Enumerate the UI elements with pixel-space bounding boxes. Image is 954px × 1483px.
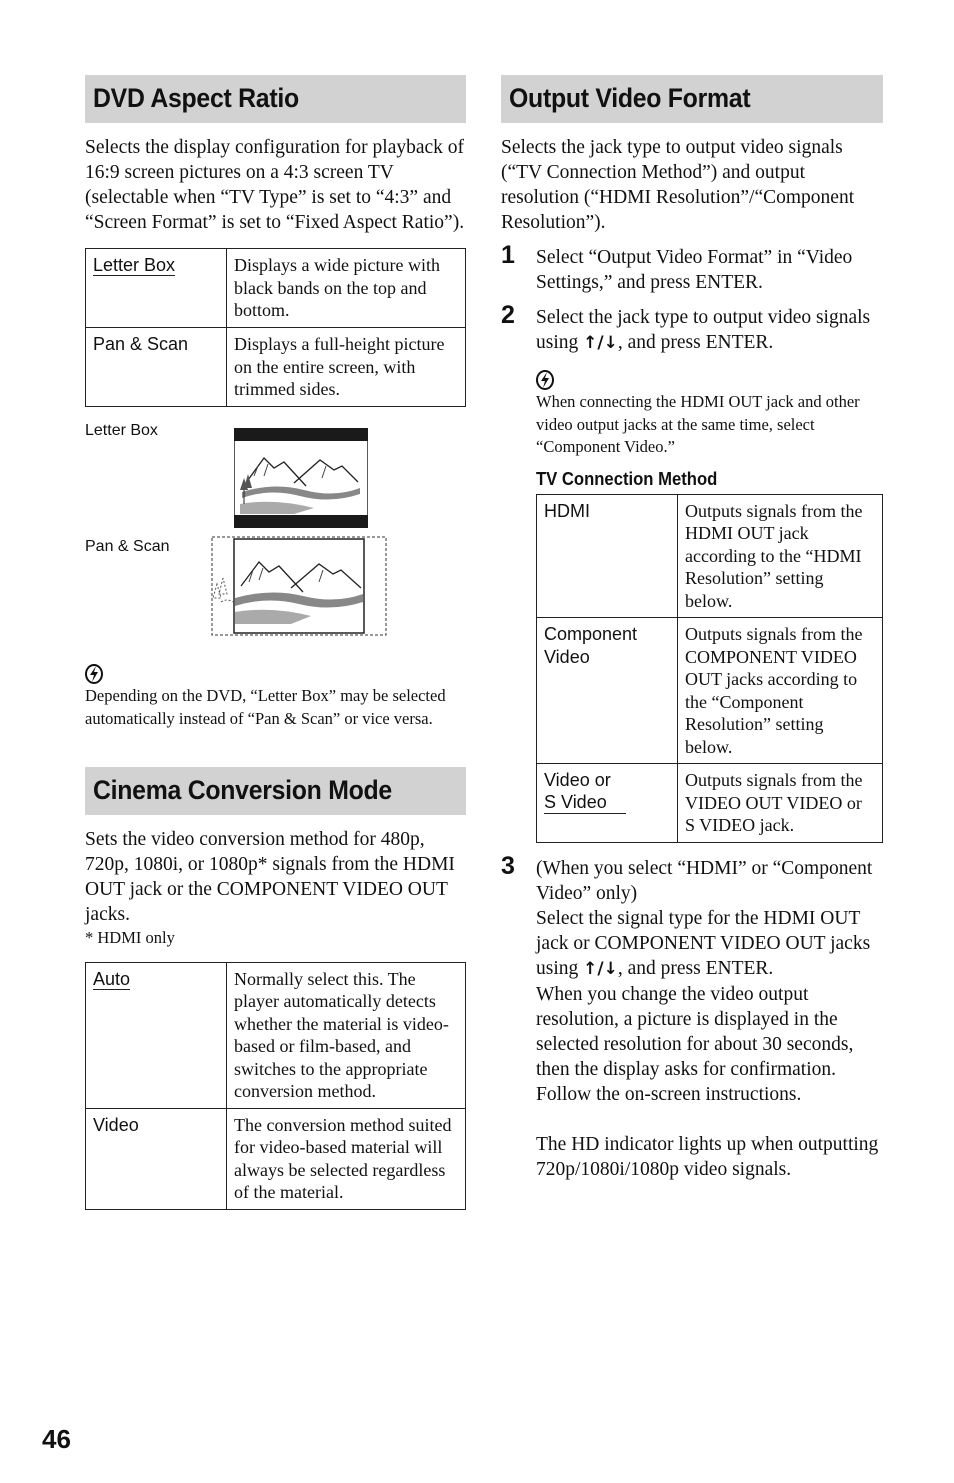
cinema-conversion-mode-heading: Cinema Conversion Mode bbox=[85, 767, 466, 815]
table-row bbox=[537, 494, 883, 618]
step-number: 2 bbox=[501, 301, 515, 329]
cinema-conversion-options-table bbox=[85, 962, 466, 1210]
dvd-aspect-ratio-options-table bbox=[85, 248, 466, 407]
option-description: The conversion method suited for video-based material will always be selected regardless of the material. bbox=[227, 1108, 466, 1209]
option-description: Outputs signals from the HDMI OUT jack according to the “HDMI Resolution” setting below. bbox=[678, 494, 883, 618]
step-number: 3 bbox=[501, 851, 515, 880]
option-description: Normally select this. The player automatically detects whether the material is video-based or film-based, and switches to the appropriate conversion method. bbox=[227, 962, 466, 1108]
option-description: Outputs signals from the COMPONENT VIDEO OUT jacks according to the “Component Resolution” setting below. bbox=[678, 618, 883, 764]
table-row bbox=[537, 764, 883, 843]
hint-icon bbox=[85, 664, 103, 684]
output-video-format-heading: Output Video Format bbox=[501, 75, 883, 123]
step-condition: (When you select “HDMI” or “Component Video” only) bbox=[536, 857, 873, 904]
option-description: Displays a wide picture with black bands on the top and bottom. bbox=[227, 249, 466, 328]
option-description: Outputs signals from the VIDEO OUT VIDEO or S VIDEO jack. bbox=[678, 764, 883, 843]
dvd-aspect-ratio-heading: DVD Aspect Ratio bbox=[85, 75, 466, 123]
step-text: , and press ENTER. bbox=[617, 957, 774, 979]
hint-text: When connecting the HDMI OUT jack and other video output jacks at the same time, select “Component Video.” bbox=[536, 392, 860, 456]
cinema-conversion-intro: Sets the video conversion method for 480p, 720p, 1080i, or 1080p* signals from the HDMI OUT jack or the COMPONENT VIDEO OUT jacks. bbox=[85, 829, 455, 925]
step-2 bbox=[501, 301, 883, 356]
option-name: HDMI bbox=[544, 500, 590, 521]
right-column bbox=[501, 75, 883, 1182]
step-text: Select the signal type for the HDMI OUT jack or COMPONENT VIDEO OUT jacks using bbox=[536, 907, 871, 979]
illustration-label: Letter Box bbox=[85, 422, 158, 439]
option-name: Component bbox=[544, 624, 638, 644]
tv-connection-method-heading: TV Connection Method bbox=[536, 467, 718, 489]
output-hint bbox=[501, 370, 883, 843]
hint-icon bbox=[536, 370, 554, 390]
option-name: Video bbox=[86, 1108, 227, 1209]
illustration-label: Pan & Scan bbox=[85, 538, 170, 555]
page-number: 46 bbox=[42, 1424, 71, 1454]
output-video-format-intro: Selects the jack type to output video signals (“TV Connection Method”) and output resolution (“HDMI Resolution”/“Component Resolution”). bbox=[501, 137, 855, 233]
table-row bbox=[86, 1108, 466, 1209]
table-row bbox=[537, 618, 883, 764]
step-number: 1 bbox=[501, 241, 515, 269]
cinema-conversion-footnote: * HDMI only bbox=[85, 928, 175, 947]
option-name: Pan & Scan bbox=[86, 328, 227, 407]
step-text: Select the jack type to output video signals using bbox=[536, 307, 871, 353]
step-1 bbox=[501, 241, 883, 295]
dvd-aspect-ratio-intro: Selects the display configuration for playback of 16:9 screen pictures on a 4:3 screen TV (selectable when “TV Type” is set to “4:3” and “Screen Format” is set to “Fixed Aspect Ratio”). bbox=[85, 137, 465, 233]
table-row bbox=[86, 249, 466, 328]
option-name: Letter Box bbox=[93, 255, 176, 275]
table-row bbox=[86, 962, 466, 1108]
tv-connection-options-table bbox=[536, 494, 883, 843]
step-text: The HD indicator lights up when outputting 720p/1080i/1080p video signals. bbox=[536, 1133, 879, 1180]
step-3 bbox=[501, 851, 883, 1182]
option-name: Video bbox=[544, 647, 590, 667]
option-description: Displays a full-height picture on the entire screen, with trimmed sides. bbox=[227, 328, 466, 407]
step-text: Select “Output Video Format” in “Video Settings,” and press ENTER. bbox=[536, 247, 853, 293]
up-down-arrows-icon: ↑/↓ bbox=[583, 958, 618, 979]
option-name: Video or S Video bbox=[544, 769, 626, 814]
left-column bbox=[85, 75, 466, 1210]
panscan-landscape-illustration bbox=[211, 536, 387, 636]
aspect-illustrations bbox=[85, 415, 466, 665]
step-text: , and press ENTER. bbox=[617, 332, 774, 353]
option-name: Auto bbox=[93, 968, 131, 989]
table-row bbox=[86, 328, 466, 407]
dvd-aspect-ratio-note: Depending on the DVD, “Letter Box” may be selected automatically instead of “Pan & Scan” or vice versa. bbox=[85, 686, 446, 728]
up-down-arrows-icon: ↑/↓ bbox=[583, 333, 618, 353]
step-text: When you change the video output resolution, a picture is displayed in the selected resolution for about 30 seconds, then the display asks for confirmation. Follow the on-screen instructions. bbox=[536, 983, 854, 1105]
letterbox-landscape-illustration bbox=[234, 428, 368, 528]
